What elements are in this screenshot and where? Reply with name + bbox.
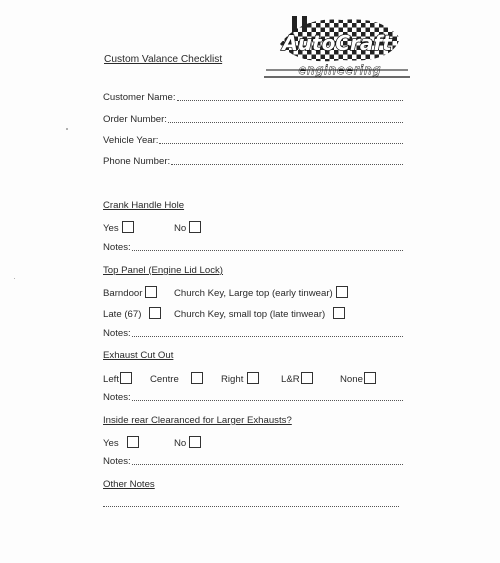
exhaust-none-label: None bbox=[340, 374, 363, 385]
inside-rear-yes-label: Yes bbox=[103, 438, 119, 449]
inside-rear-notes-line[interactable] bbox=[132, 463, 403, 465]
inside-rear-notes-field[interactable] bbox=[103, 456, 403, 467]
autocraft-logo bbox=[262, 14, 412, 80]
top-panel-heading: Top Panel (Engine Lid Lock) bbox=[103, 265, 223, 276]
inside-rear-yes-checkbox[interactable] bbox=[127, 436, 139, 448]
phone-number-field[interactable] bbox=[103, 156, 403, 167]
top-panel-notes-line[interactable] bbox=[132, 335, 403, 337]
church-key-small-label: Church Key, small top (late tinwear) bbox=[174, 309, 326, 320]
top-panel-notes-label: Notes: bbox=[103, 328, 131, 339]
exhaust-left-option[interactable] bbox=[103, 372, 132, 385]
exhaust-notes-label: Notes: bbox=[103, 392, 131, 403]
barndoor-label: Barndoor bbox=[103, 288, 143, 299]
exhaust-none-checkbox[interactable] bbox=[364, 372, 376, 384]
customer-name-label: Customer Name: bbox=[103, 92, 176, 103]
church-key-large-checkbox[interactable] bbox=[336, 286, 348, 298]
scan-speck bbox=[66, 128, 68, 130]
late-67-label: Late (67) bbox=[103, 309, 142, 320]
crank-no-option[interactable] bbox=[174, 221, 201, 234]
exhaust-none-option[interactable] bbox=[340, 372, 376, 385]
other-notes-heading: Other Notes bbox=[103, 479, 155, 490]
crank-yes-checkbox[interactable] bbox=[122, 221, 134, 233]
church-key-large-option[interactable] bbox=[174, 286, 348, 299]
exhaust-lr-option[interactable] bbox=[281, 372, 313, 385]
inside-rear-yes-option[interactable] bbox=[103, 436, 139, 449]
barndoor-checkbox[interactable] bbox=[145, 286, 157, 298]
exhaust-notes-field[interactable] bbox=[103, 392, 403, 403]
exhaust-centre-option[interactable] bbox=[150, 372, 203, 385]
exhaust-left-checkbox[interactable] bbox=[120, 372, 132, 384]
order-number-field[interactable] bbox=[103, 114, 403, 125]
inside-rear-no-option[interactable] bbox=[174, 436, 201, 449]
other-notes-line[interactable] bbox=[103, 506, 399, 507]
phone-number-line[interactable] bbox=[171, 163, 403, 165]
exhaust-right-checkbox[interactable] bbox=[247, 372, 259, 384]
inside-rear-heading: Inside rear Clearanced for Larger Exhausts? bbox=[103, 415, 292, 426]
exhaust-left-label: Left bbox=[103, 374, 120, 385]
customer-name-line[interactable] bbox=[177, 99, 403, 101]
form-title: Custom Valance Checklist bbox=[104, 54, 223, 65]
exhaust-lr-checkbox[interactable] bbox=[301, 372, 313, 384]
exhaust-heading: Exhaust Cut Out bbox=[103, 350, 174, 361]
crank-notes-line[interactable] bbox=[132, 249, 403, 251]
inside-rear-notes-label: Notes: bbox=[103, 456, 131, 467]
crank-notes-field[interactable] bbox=[103, 242, 403, 253]
exhaust-centre-label: Centre bbox=[150, 374, 179, 385]
church-key-small-option[interactable] bbox=[174, 307, 345, 320]
late-67-checkbox[interactable] bbox=[149, 307, 161, 319]
vehicle-year-label: Vehicle Year: bbox=[103, 135, 159, 146]
vehicle-year-field[interactable] bbox=[103, 135, 403, 146]
inside-rear-no-checkbox[interactable] bbox=[189, 436, 201, 448]
late-67-option[interactable] bbox=[103, 307, 161, 320]
crank-notes-label: Notes: bbox=[103, 242, 131, 253]
logo-text: AutoCraft bbox=[282, 31, 392, 55]
exhaust-right-option[interactable] bbox=[221, 372, 259, 385]
church-key-small-checkbox[interactable] bbox=[333, 307, 345, 319]
crank-yes-label: Yes bbox=[103, 223, 119, 234]
phone-number-label: Phone Number: bbox=[103, 156, 171, 167]
church-key-large-label: Church Key, Large top (early tinwear) bbox=[174, 288, 333, 299]
crank-heading: Crank Handle Hole bbox=[103, 200, 185, 211]
exhaust-centre-checkbox[interactable] bbox=[191, 372, 203, 384]
scan-speck bbox=[14, 278, 15, 279]
crank-no-label: No bbox=[174, 223, 187, 234]
logo-subtext: engineering bbox=[298, 63, 382, 77]
exhaust-right-label: Right bbox=[221, 374, 244, 385]
exhaust-lr-label: L&R bbox=[281, 374, 300, 385]
crank-yes-option[interactable] bbox=[103, 221, 134, 234]
top-panel-notes-field[interactable] bbox=[103, 328, 403, 339]
order-number-line[interactable] bbox=[168, 121, 403, 123]
barndoor-option[interactable] bbox=[103, 286, 157, 299]
order-number-label: Order Number: bbox=[103, 114, 167, 125]
exhaust-notes-line[interactable] bbox=[132, 399, 403, 401]
customer-name-field[interactable] bbox=[103, 92, 403, 103]
inside-rear-no-label: No bbox=[174, 438, 187, 449]
vehicle-year-line[interactable] bbox=[159, 142, 403, 144]
crank-no-checkbox[interactable] bbox=[189, 221, 201, 233]
